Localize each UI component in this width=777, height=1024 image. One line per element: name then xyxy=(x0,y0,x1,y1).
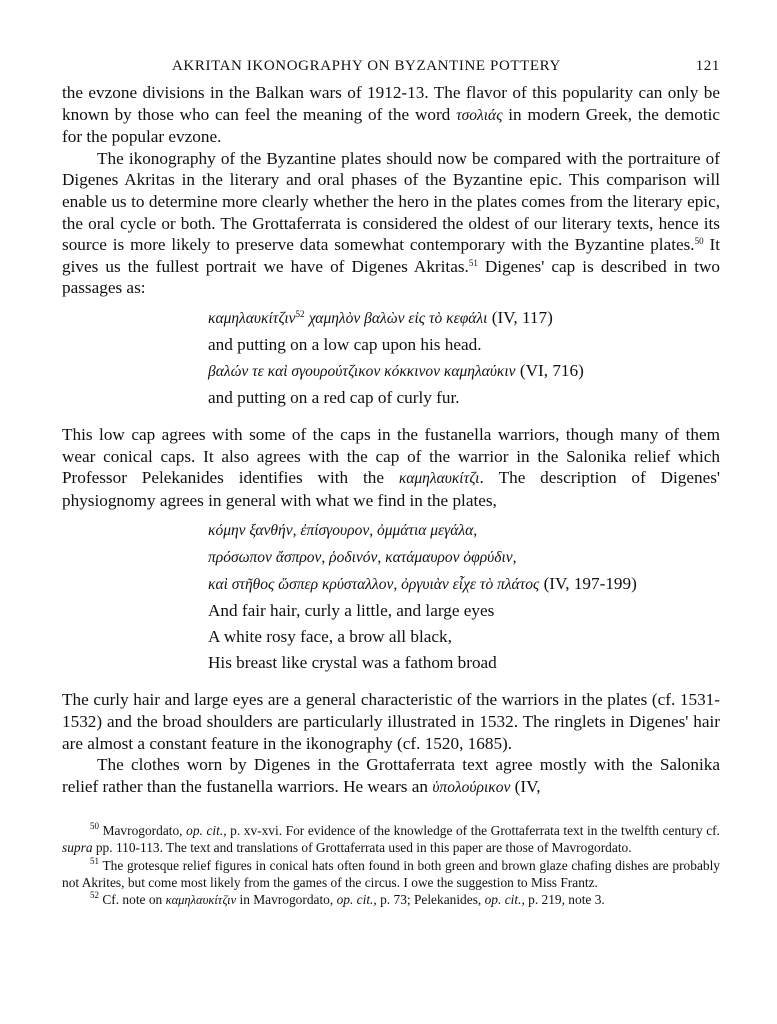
greek-text: βαλών τε καὶ σγουρούτζικον κόκκινον καμηλαύκιν xyxy=(208,362,516,380)
text-run: It gives us the fullest portrait we have of Digenes Akritas. xyxy=(62,235,720,276)
text-run: The ikonography of the Byzantine plates should now be compared with the portraiture of Digenes Akritas in the literary and oral phases of the Byzantine epic. This comparison will enable us to determine more clearly whether the hero in the plates comes from the literary epic, the oral cycle or both. The Grottaferrata is considered the oldest of our literary texts, hence its source is more likely to preserve data somewhat contemporary with the Byzantine plates. xyxy=(62,148,720,255)
footnote-ref-50[interactable]: 50 xyxy=(694,236,704,247)
greek-text: καμηλαυκίτζιν xyxy=(208,309,296,327)
quotation-cap xyxy=(208,305,720,411)
page-number: 121 xyxy=(695,58,720,74)
text-run: in Mavrogordato, xyxy=(236,892,337,908)
italic-text: supra xyxy=(62,840,93,856)
verse-reference: (VI, 716) xyxy=(519,360,584,380)
quote-line xyxy=(208,358,720,385)
italic-text: op. cit. xyxy=(484,892,522,908)
text-run: (IV, xyxy=(510,776,541,796)
footnote-51 xyxy=(62,857,720,891)
text-run: The clothes worn by Digenes in the Grottaferrata text agree mostly with the Salonika relief rather than the fustanella warriors. He wears an xyxy=(62,755,720,796)
greek-text: κόμην ξανθήν, ἐπίσγουρον, ὀμμάτια μεγάλα, xyxy=(208,522,478,540)
quote-line xyxy=(208,517,720,544)
paragraph-3 xyxy=(62,424,720,511)
greek-word: ὑπολούρικον xyxy=(432,778,511,796)
text-run: This low cap agrees with some of the caps in the fustanella warriors, though many of them wear conical caps. It also agrees with the cap of the warrior in the Salonika relief which Professor Pelekanides identifies with the xyxy=(62,424,720,488)
paragraph-1 xyxy=(62,82,720,148)
italic-text: op. cit. xyxy=(186,823,224,839)
footnote-number: 51 xyxy=(90,855,99,866)
text-run: the evzone divisions in the Balkan wars of 1912-13. The flavor of this popularity can only be known by those who can feel the meaning of the word xyxy=(62,83,720,124)
quote-line xyxy=(208,571,720,598)
footnote-ref-52[interactable]: 52 xyxy=(295,308,305,319)
verse-reference: (IV, 117) xyxy=(491,307,553,327)
greek-text: καμηλαυκίτζιν xyxy=(165,893,237,908)
greek-text: καὶ στῆθος ὥσπερ κρύσταλλον, ὀργυιὰν εἶχε τὸ πλάτος xyxy=(208,576,540,594)
greek-word: τσολιάς xyxy=(456,106,503,124)
quote-translation: And fair hair, curly a little, and large eyes xyxy=(208,601,495,621)
quote-line xyxy=(208,305,720,332)
italic-text: op. cit. xyxy=(336,892,374,908)
text-run: , p. 73; Pelekanides, xyxy=(373,892,485,908)
text-run: , p. 219, note 3. xyxy=(521,892,605,908)
text-run: , p. xv-xvi. For evidence of the knowledge of the Grottaferrata text in the twelfth century cf. xyxy=(223,823,720,839)
text-run: The grotesque relief figures in conical hats often found in both green and brown glaze chafing dishes are probably not Akrites, but come most likely from the games of the circus. I owe the suggestion to Miss Frantz. xyxy=(62,857,720,890)
verse-reference: (IV, 197-199) xyxy=(543,574,637,594)
quote-line xyxy=(208,544,720,571)
text-run: pp. 110-113. The text and translations of Grottaferrata used in this paper are those of Mavrogordato. xyxy=(92,840,632,856)
paragraph-2 xyxy=(62,148,720,299)
quote-translation: A white rosy face, a brow all black, xyxy=(208,627,452,647)
body-text xyxy=(62,82,720,798)
page xyxy=(62,58,720,909)
footnote-ref-51[interactable]: 51 xyxy=(468,257,478,268)
text-run: Mavrogordato, xyxy=(99,823,187,839)
paragraph-5 xyxy=(62,754,720,798)
text-run: . The description of Digenes' physiognomy agrees in general with what we find in the plates, xyxy=(62,468,721,510)
quote-translation: and putting on a red cap of curly fur. xyxy=(208,387,460,407)
footnote-52 xyxy=(62,891,720,909)
quotation-physiognomy xyxy=(208,517,720,676)
text-run: Cf. note on xyxy=(99,892,166,908)
footnote-number: 50 xyxy=(90,821,99,832)
footnotes xyxy=(62,822,720,909)
footnote-number: 52 xyxy=(90,890,99,901)
text-run: Digenes' cap is described in two passages as: xyxy=(62,256,720,298)
footnote-50 xyxy=(62,822,720,856)
running-header xyxy=(62,58,720,82)
greek-text: χαμηλὸν βαλὼν εἰς τὸ κεφάλι xyxy=(308,309,488,327)
quote-translation: and putting on a low cap upon his head. xyxy=(208,334,482,354)
paragraph-4: The curly hair and large eyes are a general characteristic of the warriors in the plates (cf. 1531-1532) and the broad shoulders are particularly illustrated in 1532. The ringlets in Digenes' hair are almost a constant feature in the ikonography (cf. 1520, 1685). xyxy=(62,690,720,753)
greek-word: καμηλαυκίτζι xyxy=(398,470,480,488)
quote-translation: His breast like crystal was a fathom broad xyxy=(208,653,497,673)
greek-text: πρόσωπον ἄσπρον, ῥοδινόν, κατάμαυρον ὀφρύδιν, xyxy=(208,549,517,567)
running-title: AKRITAN IKONOGRAPHY ON BYZANTINE POTTERY xyxy=(172,58,561,74)
text-run: in modern Greek, the demotic for the popular evzone. xyxy=(62,104,721,147)
